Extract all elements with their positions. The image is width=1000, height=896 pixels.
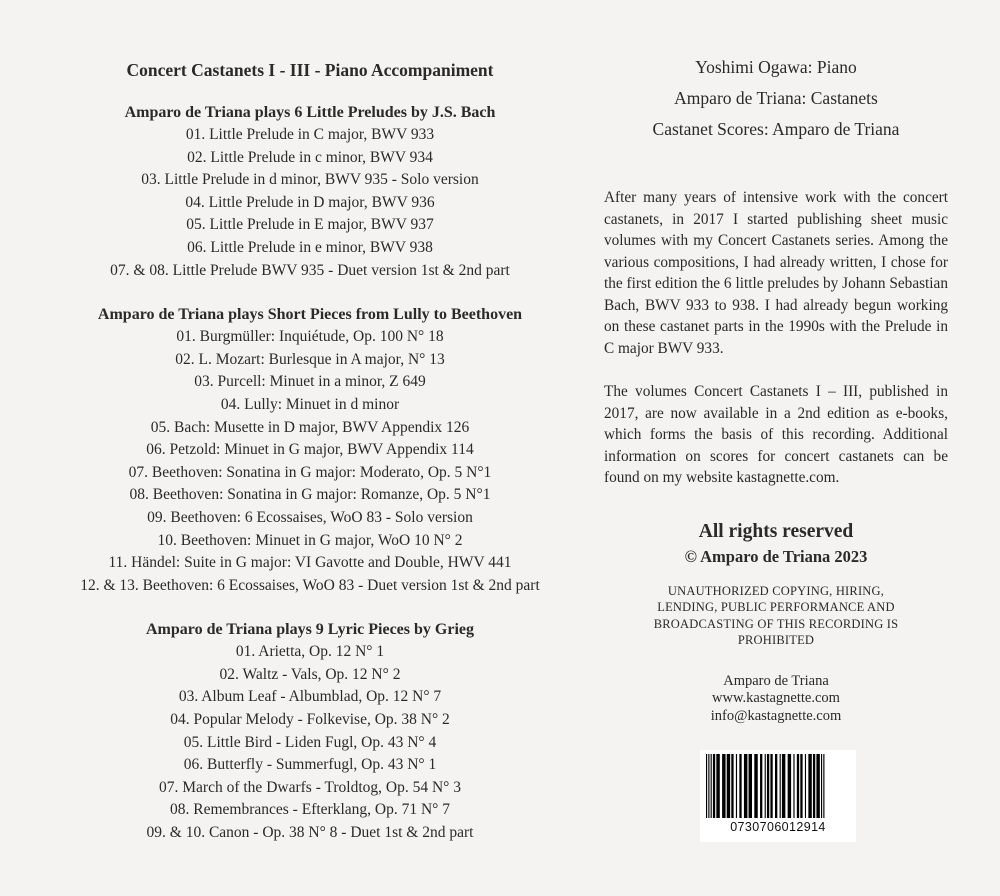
track-item: 05. Bach: Musette in D major, BWV Appendix 126 [150,418,470,436]
track-item: 01. Little Prelude in C major, BWV 933 [185,126,435,143]
credit-line: Castanet Scores: Amparo de Triana [652,119,900,139]
description-paragraph: After many years of intensive work with the concert castanets, in 2017 I started publishing sheet music volumes with my Concert Castanets series. Among the various compositions, I had already written, I chose for the first edition the 6 little preludes by Johann Sebastian Bach, BWV 933 to 938. I had already begun working on these castanet parts in the 1990s with the Prelude in C major BWV 933. [604,189,948,357]
barcode-bar [797,754,799,818]
section-title: Amparo de Triana plays 9 Lyric Pieces by Grieg [146,621,474,639]
barcode-bar [727,754,730,818]
barcode-bar [760,754,762,818]
barcode-bar [749,754,752,818]
warning-line: BROADCASTING OF THIS RECORDING IS [653,616,899,631]
track-item: 01. Arietta, Op. 12 N° 1 [235,643,385,661]
barcode-bar [706,754,707,818]
contact-website[interactable]: www.kastagnette.com [712,690,840,706]
barcode-bar [805,754,806,818]
barcode-bar [780,754,781,818]
track-item: 06. Little Prelude in e minor, BWV 938 [187,238,433,256]
credit-line: Amparo de Triana: Castanets [674,88,878,108]
track-item: 07. March of the Dwarfs - Troldtog, Op. 54 N° 3 [159,778,461,796]
rights-block [604,519,948,649]
barcode-bar [765,754,766,818]
barcode [700,750,856,842]
tracklist-column [40,58,580,867]
copyright-line: © Amparo de Triana 2023 [684,546,868,566]
track-item: 04. Little Prelude in D major, BWV 936 [185,193,435,211]
section-lully-beethoven [40,304,580,597]
track-item: 09. Beethoven: 6 Ecossaises, WoO 83 - Solo version [147,508,473,526]
track-item: 03. Purcell: Minuet in a minor, Z 649 [194,373,426,391]
rights-title: All rights reserved [698,520,854,542]
barcode-bar [708,754,709,818]
warning-line: UNAUTHORIZED COPYING, HIRING, [667,583,885,598]
track-item: 08. Remembrances - Efterklang, Op. 71 N° 7 [170,801,450,819]
barcode-bar [823,754,824,818]
track-item: 11. Händel: Suite in G major: VI Gavotte and Double, HWV 441 [108,554,512,572]
credit-line: Yoshimi Ogawa: Piano [695,57,857,77]
performer-credits [604,52,948,145]
barcode-number: 0730706012914 [730,820,826,834]
barcode-bar [775,754,777,818]
album-title: Concert Castanets I - III - Piano Accompaniment [126,60,494,80]
track-item: 04. Lully: Minuet in d minor [220,395,400,413]
track-item: 03. Little Prelude in d minor, BWV 935 - Solo version [141,171,479,189]
track-item: 09. & 10. Canon - Op. 38 N° 8 - Duet 1st & 2nd part [146,824,474,842]
track-item: 04. Popular Melody - Folkevise, Op. 38 N° 2 [170,711,450,729]
track-item: 12. & 13. Beethoven: 6 Ecossaises, WoO 83 - Duet version 1st & 2nd part [80,576,540,594]
track-item: 07. Beethoven: Sonatina in G major: Moderato, Op. 5 N°1 [128,463,492,481]
barcode-bar [793,754,794,818]
barcode-bar [813,754,815,818]
barcode-bar [800,754,802,818]
barcode-bar [754,754,757,818]
legal-warning [604,583,948,649]
barcode-bar [744,754,747,818]
track-item: 06. Petzold: Minuet in G major, BWV Appendix 114 [146,441,474,459]
barcode-bar [711,754,712,818]
barcode-bar [767,754,769,818]
track-item: 02. Waltz - Vals, Op. 12 N° 2 [219,665,401,683]
track-item: 03. Album Leaf - Albumblad, Op. 12 N° 7 [178,688,442,706]
section-title: Amparo de Triana plays Short Pieces from Lully to Beethoven [97,306,523,324]
barcode-bar [782,754,785,818]
barcode-bars [704,754,852,820]
track-item: 05. Little Prelude in E major, BWV 937 [186,216,434,234]
track-item: 05. Little Bird - Liden Fugl, Op. 43 N° 4 [183,733,437,751]
barcode-bar [770,754,772,818]
track-item: 07. & 08. Little Prelude BWV 935 - Duet version 1st & 2nd part [110,261,510,279]
barcode-bar [716,754,719,818]
description-paragraph: The volumes Concert Castanets I – III, published in 2017, are now available in a 2nd edition as e-books, which forms the basis of this recording. Additional information on scores for concert castanets can be found on my website kastagnette.com. [604,383,948,486]
barcode-bar [788,754,791,818]
section-bach [40,102,580,282]
barcode-bar [739,754,741,818]
info-column [604,52,948,725]
track-item: 02. L. Mozart: Burlesque in A major, N° 13 [175,350,445,368]
barcode-bar [808,754,811,818]
section-grieg [40,619,580,844]
track-item: 02. Little Prelude in c minor, BWV 934 [187,148,433,166]
barcode-bar [731,754,733,818]
track-item: 06. Butterfly - Summerfugl, Op. 43 N° 1 [183,756,437,774]
contact-name: Amparo de Triana [723,672,829,689]
track-item: 08. Beethoven: Sonatina in G major: Romanze, Op. 5 N°1 [129,486,491,504]
warning-line: LENDING, PUBLIC PERFORMANCE AND [657,600,895,614]
contact-block [604,673,948,726]
track-item: 10. Beethoven: Minuet in G major, WoO 10 N° 2 [157,531,463,549]
contact-email[interactable]: info@kastagnette.com [710,707,842,724]
barcode-bar [816,754,819,818]
barcode-bar [821,754,822,818]
section-title: Amparo de Triana plays 6 Little Preludes by J.S. Bach [124,104,496,121]
warning-line: PROHIBITED [737,633,815,647]
barcode-bar [736,754,737,818]
barcode-bar [722,754,725,818]
track-item: 01. Burgmüller: Inquiétude, Op. 100 N° 18 [176,328,444,346]
barcode-bar [713,754,715,818]
